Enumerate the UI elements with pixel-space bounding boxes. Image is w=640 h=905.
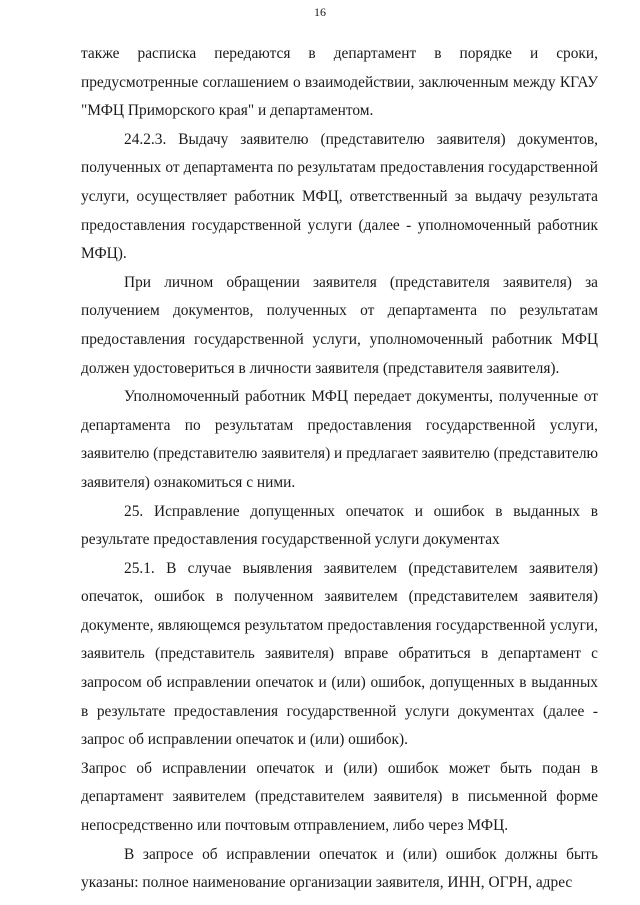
document-body	[81, 40, 598, 898]
paragraph-personal-visit: При личном обращении заявителя (представителя заявителя) за получением документов, полученных от департамента по результатам предоставления государственной услуги, уполномоченный работник МФЦ должен удостовериться в личности заявителя (представителя заявителя).	[81, 273, 598, 377]
paragraph-request-submission: Запрос об исправлении опечаток и (или) ошибок может быть подан в департамент заявителем (представителем заявителя) в письменной форме непосредственно или почтовым отправлением, либо через МФЦ.	[81, 759, 598, 835]
paragraph-continuation: также расписка передаются в департамент в порядке и сроки, предусмотренные соглашением о взаимодействии, заключенным между КГАУ "МФЦ Приморского края" и департаментом.	[81, 45, 598, 120]
paragraph-24-2-3: 24.2.3. Выдачу заявителю (представителю заявителя) документов, полученных от департамента по результатам предоставления государственной услуги, осуществляет работник МФЦ, ответственный за выдачу результата предоставления государственной услуги (далее - уполномоченный работник МФЦ).	[81, 130, 598, 263]
paragraph-25-1: 25.1. В случае выявления заявителем (представителем заявителя) опечаток, ошибок в полученном заявителем (представителем заявителя) документе, являющемся результатом предоставления государственной услуги, заявитель (представитель заявителя) вправе обратиться в департамент с запросом об исправлении опечаток и (или) ошибок, допущенных в выданных в результате предоставления государственной услуги документах (далее - запрос об исправлении опечаток и (или) ошибок).	[81, 559, 598, 749]
paragraph-request-contents: В запросе об исправлении опечаток и (или) ошибок должны быть указаны: полное наименование организации заявителя, ИНН, ОГРН, адрес	[81, 845, 598, 892]
page-number: 16	[314, 5, 326, 19]
section-heading-25: 25. Исправление допущенных опечаток и ошибок в выданных в результате предоставления государственной услуги документах	[81, 502, 598, 549]
paragraph-document-handover: Уполномоченный работник МФЦ передает документы, полученные от департамента по результатам предоставления государственной услуги, заявителю (представителю заявителя) и предлагает заявителю (представителю заявителя) ознакомиться с ними.	[81, 388, 598, 491]
